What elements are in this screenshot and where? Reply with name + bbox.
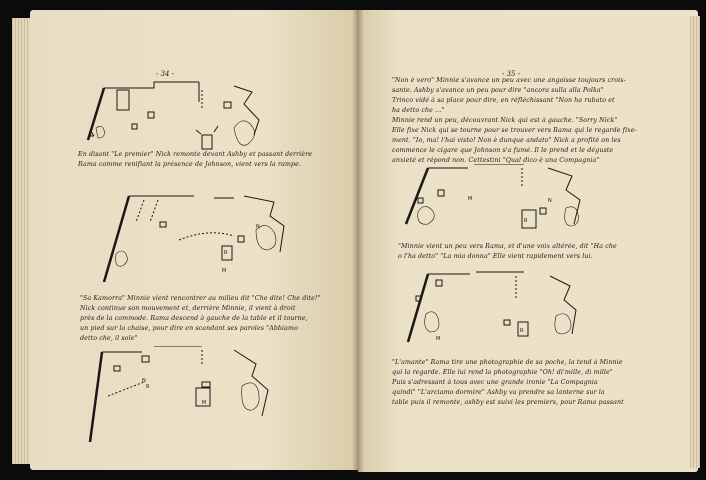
stage-sketch-left-1 [84,80,304,155]
caption-line: Nick continue son mouvement et, derrière Minnie, il vient à droit [80,305,296,312]
book-gutter [352,10,364,472]
caption-line: sante. Ashby s'avance un peu pour dire "ancora sulla alla Polka" [392,87,604,94]
actor-mark: N [142,378,146,384]
left-caption-1 [78,150,340,170]
actor-mark: M [222,268,227,274]
caption-line: quindi" "L'arciamo dormire" Ashby va prendre sa lanterne sur la [392,389,605,396]
caption-line: un pied sur la chaise, pour dire en scandant ses paroles "Abbiamo [80,325,298,332]
caption-line: Rama comme renifiant la présence de Johnson, vient vers la rampe. [78,161,302,168]
left-page-number: - 34 - [156,70,175,78]
caption-line: o l'ha detto" "La mia donna" Elle vient rapidement vers lui. [398,253,593,260]
caption-line: anxieté et répond non. Cettestini "Qual dico è una Compagnia" [392,157,600,164]
actor-mark: R [224,250,228,256]
stage-sketch-right-1 [398,164,618,240]
actor-mark: M [436,336,441,342]
caption-line: ha detto che ..." [392,107,445,114]
actor-mark: N [256,224,260,230]
stage-sketch-left-2 [84,192,304,282]
caption-line: "Minnie vient un peu vers Rama, et d'une voix altérée, dit "Ha che [398,243,617,250]
caption-line: Minnie rend un peu, découvrant Nick qui est à gauche. "Sorry Nick" [392,117,618,124]
caption-line: près de la commode. Rama descend à gauche de la table et il tourne, [80,315,308,322]
stage-sketch-right-2 [400,270,620,350]
caption-line: table puis il remonte, ashby est suivi les premiers, pour Rama passant [392,399,624,406]
caption-line: "L'amante" Rama tire une photographie de sa poche, la tend à Minnie [392,359,623,366]
caption-line: detto che, il sole" [80,335,138,342]
actor-mark: R [524,218,528,224]
left-caption-2 [80,294,342,344]
caption-line: commence le cigare que Johnson s'a fumé. Il le prend et le déguste [392,147,614,154]
right-page-edges [690,16,700,468]
actor-mark: R [520,328,524,334]
caption-line: En disant "Le premier" Nick remonte devant Ashby et passant derrière [78,151,313,158]
caption-line: "Non è vero" Minnie s'avance un peu avec une angoisse toujours crois- [392,77,626,84]
actor-mark: N [548,198,552,204]
caption-line: Trinco vidé à sa place pour dire, en réfléchissant "Non ha rubato et [392,97,615,104]
right-caption-1 [392,76,674,166]
right-caption-3 [392,358,676,408]
caption-line: Elle fixe Nick qui se tourne pour se trouver vers Rama qui le regarde fixe- [392,127,637,134]
right-caption-2 [398,242,674,262]
actor-mark: M [202,400,207,406]
right-page-number: - 35 - [502,70,521,78]
stage-sketch-left-3 [84,346,304,442]
caption-line: "Sa Kamorra" Minnie vient rencontrer au milieu dit "Che dite! Che dite!" [80,295,321,302]
caption-line: Puis s'adressant à tous avec une grande ironie "La Compagnia [392,379,598,386]
actor-mark: M [468,196,473,202]
caption-line: ment. "Io, ma! l'hai visto! Non è dunque andato" Nick a profité on les [392,137,621,144]
actor-mark: R [146,384,150,390]
caption-line: qui la regarde. Elle lui rend la photographie "Oh! di'mille, di mille" [392,369,613,376]
